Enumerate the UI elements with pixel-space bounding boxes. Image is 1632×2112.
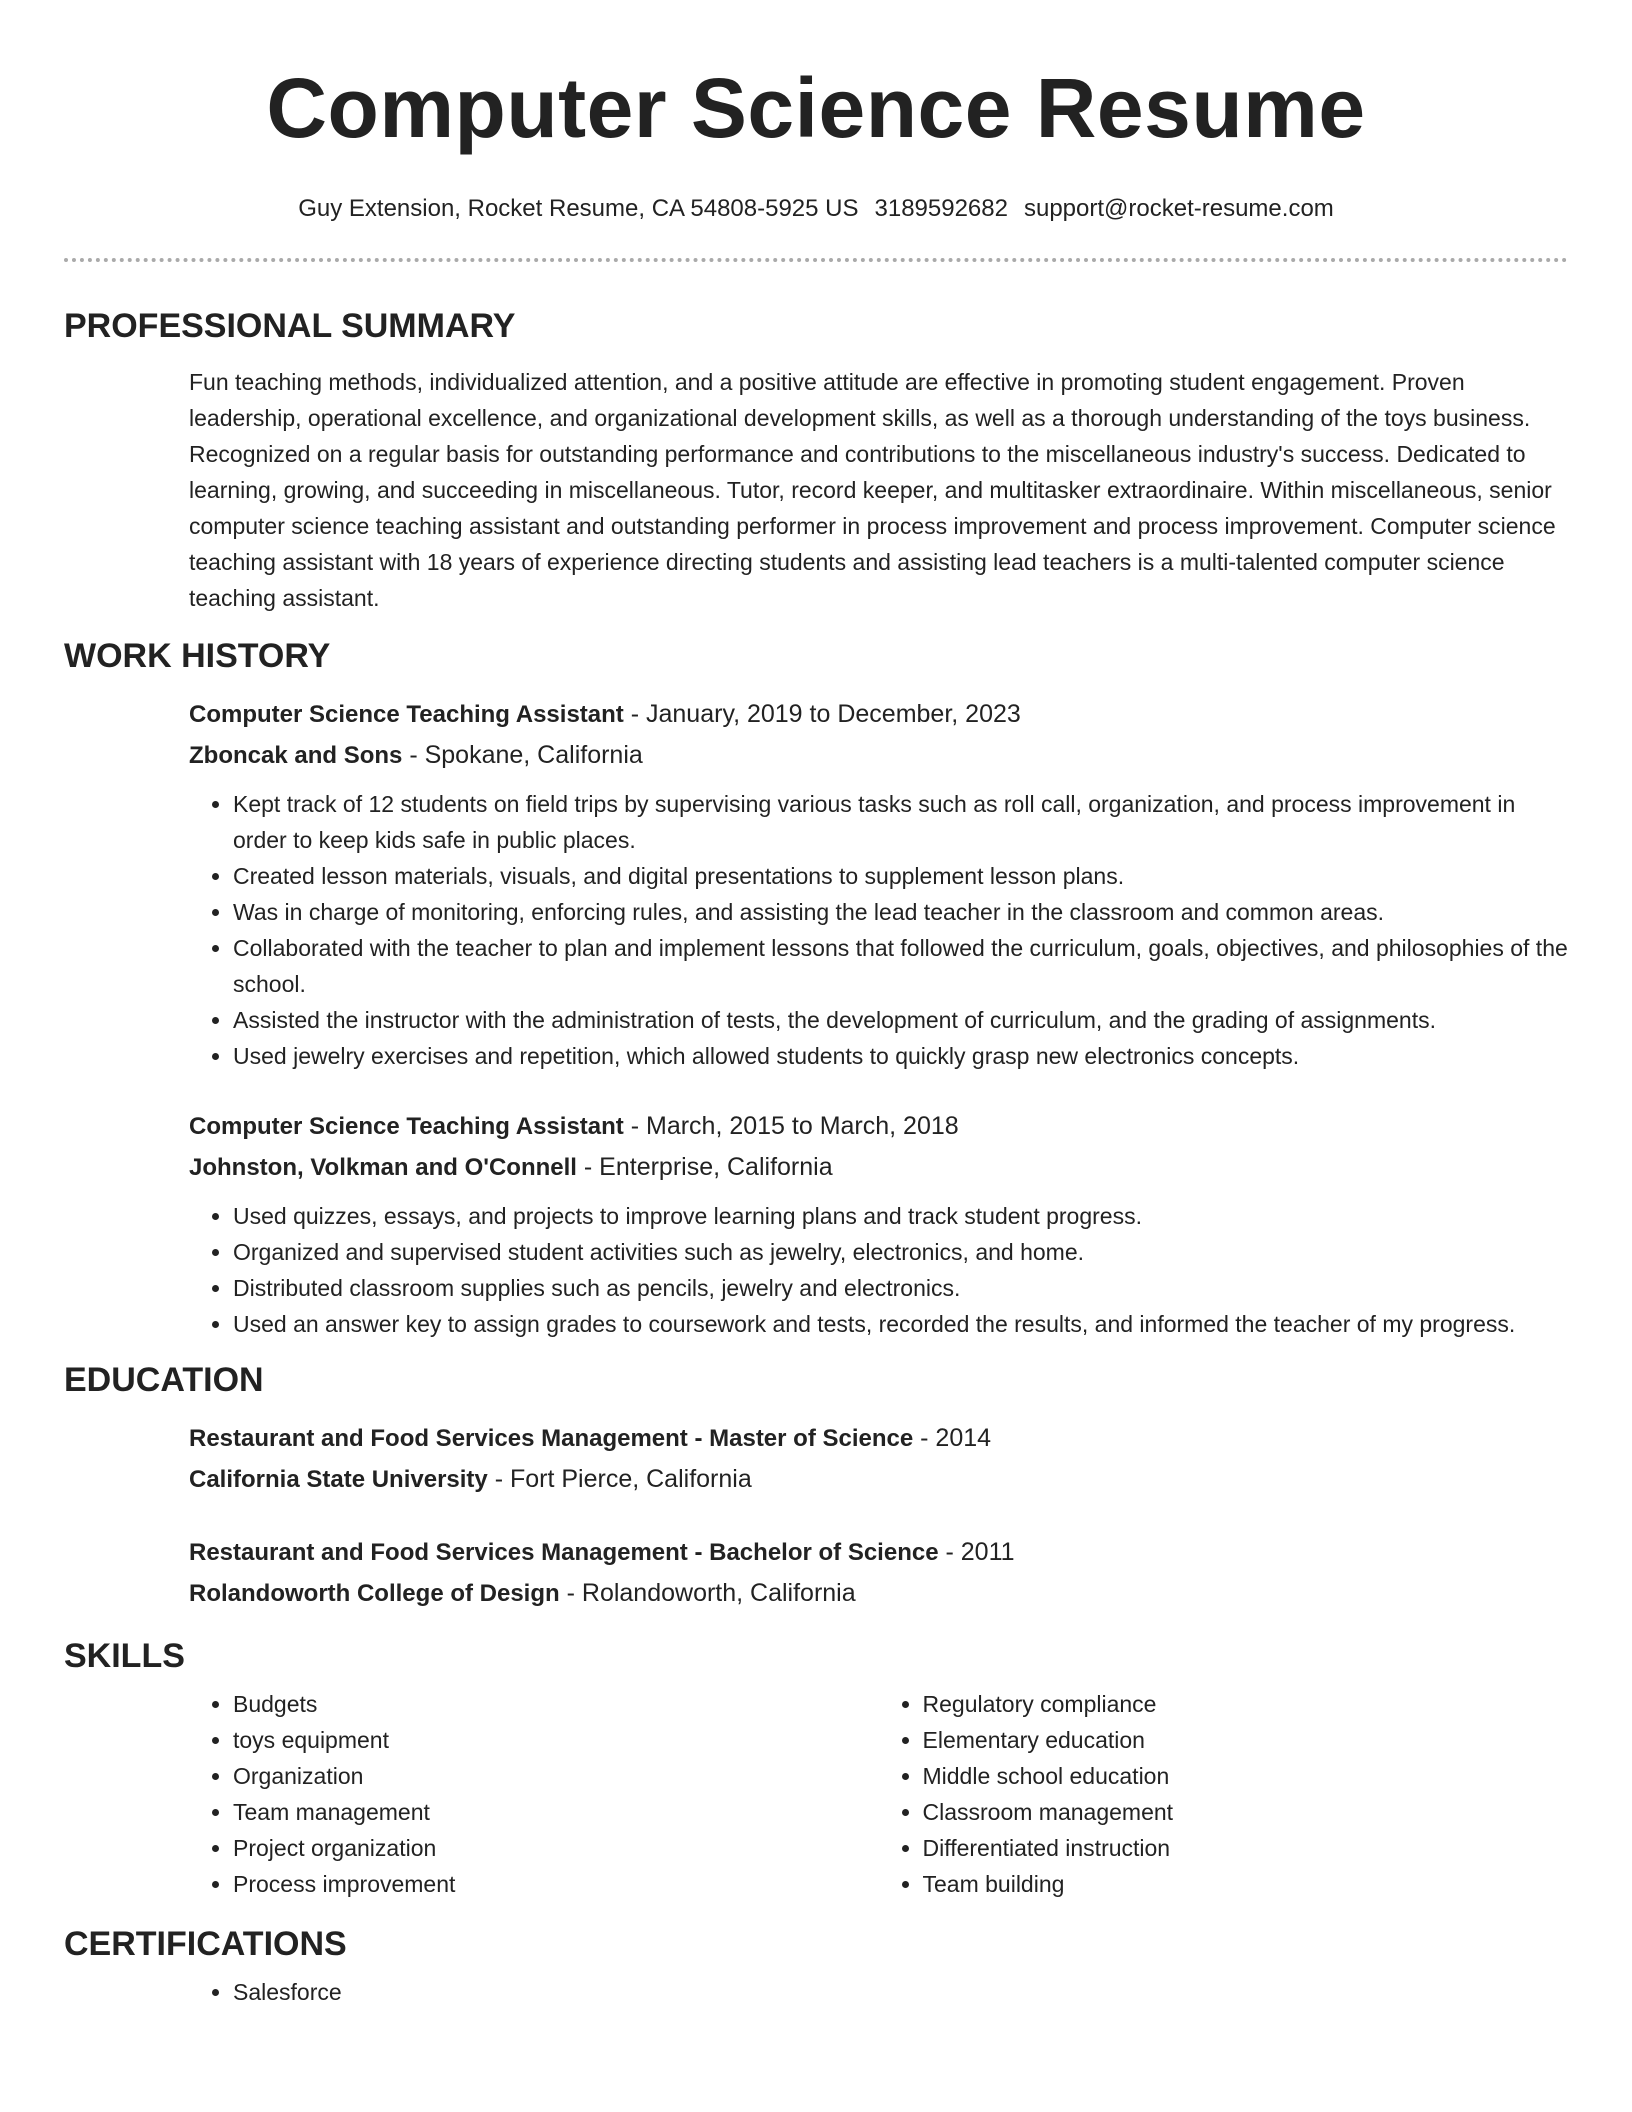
school-line	[189, 1459, 1568, 1500]
job-duty: • Created lesson materials, visuals, and digital presentations to supplement lesson plans.	[233, 858, 1568, 894]
job-role-line	[189, 694, 1568, 735]
skill-item: • Elementary education	[923, 1722, 1569, 1758]
skill-item: • Organization	[233, 1758, 879, 1794]
job-role: Computer Science Teaching Assistant	[189, 701, 624, 728]
job-entry	[189, 694, 1568, 1074]
skill-item: • Classroom management	[923, 1794, 1569, 1830]
skill-item: • Team management	[233, 1794, 879, 1830]
certifications-list	[189, 1974, 1568, 2010]
certifications-heading: CERTIFICATIONS	[64, 1925, 347, 1963]
contact-phone: 3189592682	[874, 195, 1008, 222]
certification-item: • Salesforce	[233, 1974, 1568, 2010]
job-entry	[189, 1106, 1568, 1342]
job-company-line	[189, 1147, 1568, 1188]
skill-item: • Differentiated instruction	[923, 1830, 1569, 1866]
job-dates: - March, 2015 to March, 2018	[623, 1112, 959, 1140]
education-entry	[189, 1418, 1568, 1500]
school-line	[189, 1573, 1568, 1614]
skill-item: • toys equipment	[233, 1722, 879, 1758]
school: California State University	[189, 1466, 488, 1493]
job-role-line	[189, 1106, 1568, 1147]
work-history-section	[64, 636, 1568, 1342]
skill-item: • Middle school education	[923, 1758, 1569, 1794]
degree: Restaurant and Food Services Management - Master of Science	[189, 1425, 914, 1452]
skills-list-left	[189, 1686, 879, 1902]
degree: Restaurant and Food Services Management - Bachelor of Science	[189, 1539, 939, 1566]
job-company: Johnston, Volkman and O'Connell	[189, 1154, 577, 1181]
school-location: - Rolandoworth, California	[559, 1579, 856, 1607]
job-company: Zboncak and Sons	[189, 742, 403, 769]
summary-section	[64, 306, 1568, 616]
job-duty: • Used an answer key to assign grades to coursework and tests, recorded the results, and informed the teacher of my progress.	[233, 1306, 1568, 1342]
skills-section	[64, 1636, 1568, 1902]
job-duty: • Assisted the instructor with the administration of tests, the development of curriculum, and the grading of assignments.	[233, 1002, 1568, 1038]
resume-page	[64, 0, 1568, 2010]
resume-name: Computer Science Resume	[266, 61, 1366, 155]
job-duty: • Distributed classroom supplies such as pencils, jewelry and electronics.	[233, 1270, 1568, 1306]
skill-item: • Team building	[923, 1866, 1569, 1902]
job-company-line	[189, 735, 1568, 776]
degree-year: - 2014	[913, 1424, 992, 1452]
skill-item: • Regulatory compliance	[923, 1686, 1569, 1722]
skill-item: • Budgets	[233, 1686, 879, 1722]
summary-text: Fun teaching methods, individualized attention, and a positive attitude are effective in promoting student engagement. Proven leadership, operational excellence, and organizational development skills, as well as a thorough understanding of the toys business. Recognized on a regular basis for outstanding performance and contributions to the miscellaneous industry's success. Dedicated to learning, growing, and succeeding in miscellaneous. Tutor, record keeper, and multitasker extraordinaire. Within miscellaneous, senior computer science teaching assistant and outstanding performer in process improvement and process improvement. Computer science teaching assistant with 18 years of experience directing students and assisting lead teachers is a multi-talented computer science teaching assistant.	[189, 369, 1556, 611]
job-duty: • Organized and supervised student activities such as jewelry, electronics, and home.	[233, 1234, 1568, 1270]
skills-list-right	[879, 1686, 1569, 1902]
job-location: - Spokane, California	[402, 741, 643, 769]
job-duties-list	[189, 786, 1568, 1074]
skills-grid	[189, 1676, 1568, 1902]
job-duty: • Used jewelry exercises and repetition, which allowed students to quickly grasp new electronics concepts.	[233, 1038, 1568, 1074]
degree-year: - 2011	[938, 1538, 1015, 1566]
job-location: - Enterprise, California	[576, 1153, 833, 1181]
skills-heading: SKILLS	[64, 1637, 185, 1675]
certifications-section	[64, 1924, 1568, 2010]
school-location: - Fort Pierce, California	[487, 1465, 752, 1493]
contact-address: Guy Extension, Rocket Resume, CA 54808-5925 US	[298, 195, 859, 222]
skill-item: • Project organization	[233, 1830, 879, 1866]
job-duty: • Kept track of 12 students on field trips by supervising various tasks such as roll call, organization, and process improvement in order to keep kids safe in public places.	[233, 786, 1568, 858]
job-duty: • Was in charge of monitoring, enforcing rules, and assisting the lead teacher in the classroom and common areas.	[233, 894, 1568, 930]
work-history-heading: WORK HISTORY	[64, 637, 331, 675]
degree-line	[189, 1418, 1568, 1459]
contact-email[interactable]: support@rocket-resume.com	[1023, 195, 1334, 222]
contact-line	[64, 194, 1568, 224]
job-duty: • Collaborated with the teacher to plan and implement lessons that followed the curriculum, goals, objectives, and philosophies of the school.	[233, 930, 1568, 1002]
education-heading: EDUCATION	[64, 1361, 264, 1399]
summary-heading: PROFESSIONAL SUMMARY	[64, 307, 516, 345]
job-duty: • Used quizzes, essays, and projects to improve learning plans and track student progress.	[233, 1198, 1568, 1234]
education-section	[64, 1360, 1568, 1614]
skill-item: • Process improvement	[233, 1866, 879, 1902]
header-divider	[64, 258, 1568, 262]
job-role: Computer Science Teaching Assistant	[189, 1113, 624, 1140]
job-dates: - January, 2019 to December, 2023	[623, 700, 1021, 728]
degree-line	[189, 1532, 1568, 1573]
education-entry	[189, 1532, 1568, 1614]
school: Rolandoworth College of Design	[189, 1580, 560, 1607]
job-duties-list	[189, 1198, 1568, 1342]
